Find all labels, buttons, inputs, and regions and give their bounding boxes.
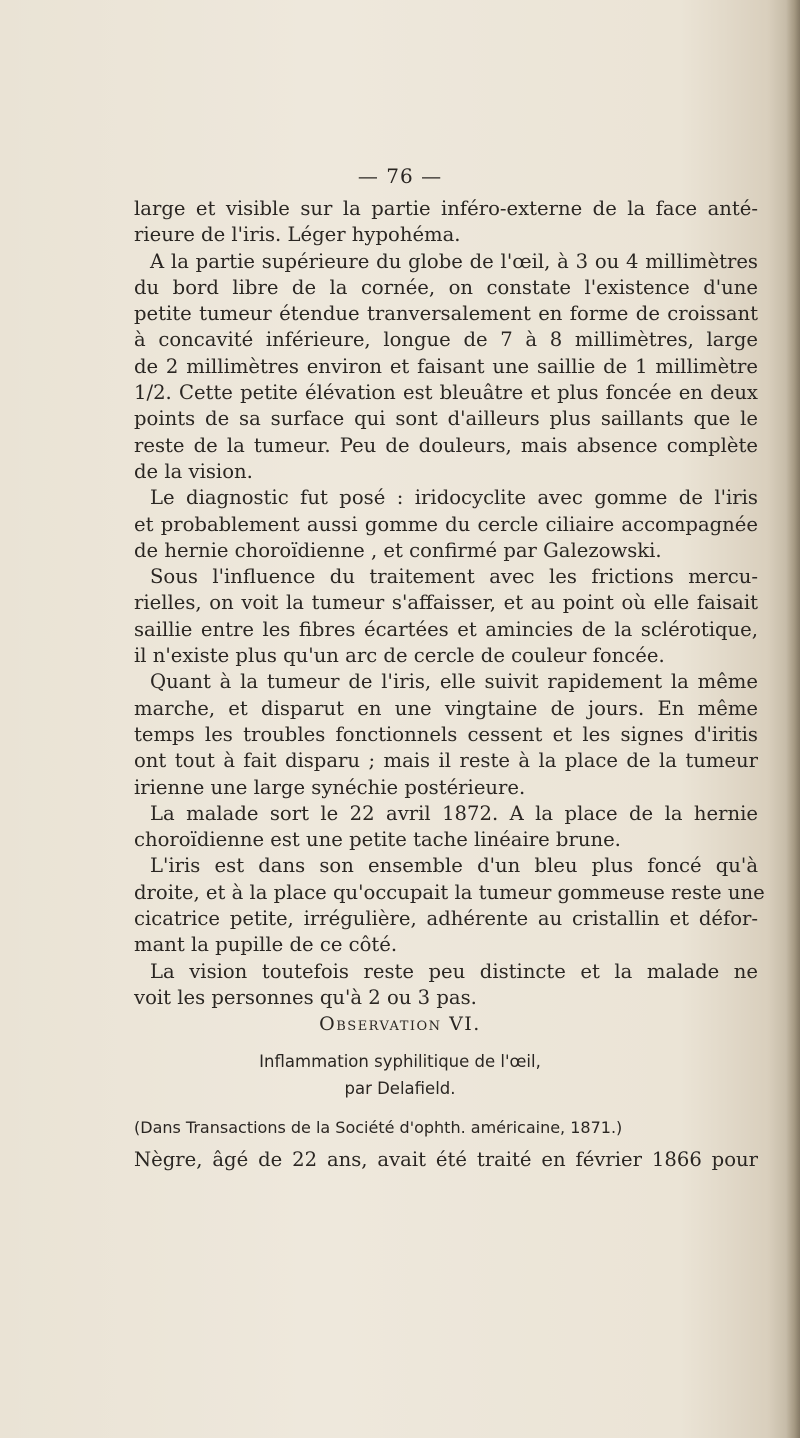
text-line: ont tout à fait disparu ; mais il reste à la place de la tumeur bbox=[134, 749, 758, 773]
text-line: petite tumeur étendue tranversalement en forme de croissant bbox=[134, 302, 758, 326]
text-line: rieure de l'iris. Léger hypohéma. bbox=[134, 223, 461, 247]
text-line: points de sa surface qui sont d'ailleurs plus saillants que le bbox=[134, 407, 758, 431]
text-line: L'iris est dans son ensemble d'un bleu plus foncé qu'à bbox=[150, 854, 758, 878]
page-edge-shadow bbox=[786, 0, 800, 1438]
text-line: La vision toutefois reste peu distincte et la malade ne bbox=[150, 959, 758, 983]
text-line: irienne une large synéchie postérieure. bbox=[134, 775, 526, 799]
text-line: voit les personnes qu'à 2 ou 3 pas. bbox=[134, 985, 477, 1009]
text-line: Nègre, âgé de 22 ans, avait été traité en février 1866 pour bbox=[134, 1148, 758, 1171]
text-line: droite, et à la place qu'occupait la tumeur gommeuse reste une bbox=[134, 880, 765, 904]
observation-title: Observation VI. bbox=[319, 1013, 481, 1035]
text-line: choroïdienne est une petite tache linéaire brune. bbox=[134, 828, 621, 852]
observation-subtitle: Inflammation syphilitique de l'œil, bbox=[259, 1052, 541, 1071]
text-line: 1/2. Cette petite élévation est bleuâtre et plus foncée en deux bbox=[134, 381, 758, 405]
text-line: cicatrice petite, irrégulière, adhérente au cristallin et défor- bbox=[134, 907, 758, 931]
text-line: du bord libre de la cornée, on constate l'existence d'une bbox=[134, 275, 758, 299]
text-line: de hernie choroïdienne , et confirmé par Galezowski. bbox=[134, 538, 662, 562]
text-line: Quant à la tumeur de l'iris, elle suivit rapidement la même bbox=[150, 670, 758, 694]
text-line: temps les troubles fonctionnels cessent et les signes d'iritis bbox=[134, 722, 758, 746]
text-line: Le diagnostic fut posé : iridocyclite avec gomme de l'iris bbox=[150, 486, 758, 510]
body-text bbox=[134, 196, 765, 1011]
text-line: de la vision. bbox=[134, 459, 253, 483]
text-line: Sous l'influence du traitement avec les frictions mercu- bbox=[150, 565, 758, 589]
text-line: rielles, on voit la tumeur s'affaisser, et au point où elle faisait bbox=[134, 591, 758, 615]
text-line: La malade sort le 22 avril 1872. A la place de la hernie bbox=[150, 801, 758, 825]
text-line: A la partie supérieure du globe de l'œil, à 3 ou 4 millimètres bbox=[150, 249, 758, 273]
text-line: saillie entre les fibres écartées et amincies de la sclérotique, bbox=[134, 617, 758, 641]
text-line: de 2 millimètres environ et faisant une saillie de 1 millimètre bbox=[134, 354, 758, 378]
observation-source: (Dans Transactions de la Société d'ophth. américaine, 1871.) bbox=[134, 1118, 623, 1137]
text-line: il n'existe plus qu'un arc de cercle de couleur foncée. bbox=[134, 644, 665, 668]
text-line: large et visible sur la partie inféro-externe de la face anté- bbox=[134, 197, 758, 220]
text-line: et probablement aussi gomme du cercle ciliaire accompagnée bbox=[134, 512, 758, 536]
text-line: mant la pupille de ce côté. bbox=[134, 933, 398, 957]
text-line: marche, et disparut en une vingtaine de jours. En même bbox=[134, 696, 758, 720]
observation-author: par Delafield. bbox=[344, 1079, 456, 1098]
text-line: reste de la tumeur. Peu de douleurs, mais absence complète bbox=[134, 433, 758, 457]
page-number: — 76 — bbox=[357, 164, 443, 188]
text-line: à concavité inférieure, longue de 7 à 8 millimètres, large bbox=[134, 328, 758, 352]
